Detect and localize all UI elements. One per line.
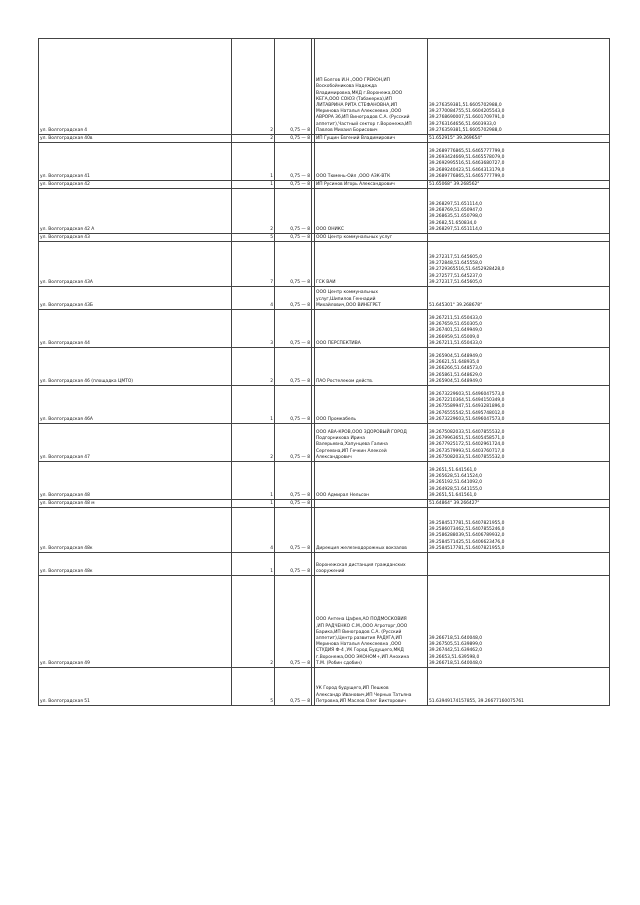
container-volume-cell: 0,75 — 8 [275, 348, 312, 386]
coordinate-line: 39.268769,51.650947,0 [429, 208, 483, 214]
organization-line: ООО Промкабель [316, 416, 356, 422]
coordinate-line: 39.267442,51.639462,0 [429, 648, 483, 654]
container-volume-cell: 0,75 — 8 [275, 39, 312, 135]
address-cell: ул. Волгоградская 42 [39, 181, 232, 189]
address-table-body [39, 39, 610, 706]
organization-line: аппетит),Центр развития РАДУГА,ИП [316, 635, 403, 641]
coordinate-line: 39.2584517781,51.6407821955,0 [429, 545, 505, 551]
container-volume-cell: 0,75 — 8 [275, 189, 312, 234]
container-count-cell: 7 [232, 242, 275, 287]
organization-line: ГСК ВАИ [316, 279, 336, 285]
coordinate-line: 39.268297,51.651114,0 [429, 226, 483, 232]
organization-line: Александр Иванович,ИП Черных Татьяна [316, 692, 412, 698]
coordinate-line: 39.2763164656,51.6603933,0 [429, 121, 497, 127]
organization-line: ИП Болгов И.Н.,ООО ГРЕКОН,ИП [316, 78, 390, 84]
organization-line: Дирекция железнодорожных вокзалов [316, 545, 407, 551]
container-volume-cell: 0,75 — 8 [275, 135, 312, 143]
organization-line: ООО АВА-КРОВ,ООО ЗДОРОВЫЙ ГОРОД [316, 429, 407, 435]
coordinate-line: 39.272848,51.645558,0 [429, 261, 483, 267]
coordinate-line: 39.2675082033,51.6407855532,0 [429, 429, 505, 435]
coordinate-line: 39.2586073462,51.6407855246,0 [429, 527, 505, 533]
address-cell: ул. Волгоградская 46 (площадка ЦМТО) [39, 348, 232, 386]
address-cell: ул. Волгоградская 48к [39, 508, 232, 553]
table-row [39, 135, 610, 143]
coordinate-line: 39.265628,51.641524,0 [429, 474, 483, 480]
organization-line: Михайлович,ООО ВИНЕГРЕТ [316, 302, 381, 308]
coordinate-line: 39.2651,51.641561,0 [429, 467, 477, 473]
organizations-cell [315, 181, 428, 189]
organizations-cell [315, 287, 428, 310]
coordinate-line: 39.2675589947,51.6493281896,0 [429, 404, 505, 410]
coordinate-line: 39.266718,51.640048,0 [429, 635, 483, 641]
organization-line: Валерьевна,Хапунцева Галина [316, 442, 388, 448]
coordinate-line: 39.268635,51.650798,0 [429, 214, 483, 220]
organizations-cell [315, 348, 428, 386]
organization-line: ООО ОНИКС [316, 226, 344, 232]
organizations-cell [315, 189, 428, 234]
table-row [39, 386, 610, 424]
organization-line: сооружений [316, 568, 345, 574]
coordinates-cell [428, 576, 610, 668]
coordinates-cell [428, 181, 610, 189]
table-row [39, 234, 610, 242]
organization-line: Александрович [316, 454, 352, 460]
organization-line: Воскобойникова Надежда [316, 84, 377, 90]
organization-line: Воронежская дистанция гражданских [316, 562, 406, 568]
coordinate-line: 39.265904,51.648949,0 [429, 378, 483, 384]
coordinates-cell [428, 39, 610, 135]
organization-line: Барика,ИП Виноградов С.А. (Русский [316, 629, 402, 635]
organization-line: Меринова Наталья Алексеевна ,ООО [316, 642, 402, 648]
coordinate-line: 39.2689776865,51.6465777799,0 [429, 148, 505, 154]
address-cell: ул. Волгоградская 43А [39, 242, 232, 287]
table-row [39, 189, 610, 234]
coordinates-cell [428, 500, 610, 508]
coordinate-line: 39.266718,51.640048,0 [429, 660, 483, 666]
organization-line: СТУДИЯ Ф-4 ,УК Город Будущего,МКД [316, 648, 404, 654]
table-row [39, 500, 610, 508]
coordinate-line: 39.276359381,51.6605702988,0 [429, 127, 502, 133]
organization-line: ООО Адмирал Нельсон [316, 492, 370, 498]
container-count-cell: 1 [232, 553, 275, 576]
address-cell: ул. Волгоградская 47 [39, 424, 232, 462]
coordinate-line: 39.2693424669,51.6465578079,0 [429, 155, 505, 161]
coordinate-line: 39.26621,51.648935,0 [429, 360, 480, 366]
coordinate-line: 39.2651,51.641561,0 [429, 492, 477, 498]
organization-line: Т.М. (Робин сдобин) [316, 660, 362, 666]
table-row [39, 462, 610, 500]
coordinate-line: 51.652915° 39.269654° [429, 135, 483, 141]
address-cell: ул. Волгоградская 43Б [39, 287, 232, 310]
organization-line: ООО ПЕРСПЕКТИВА [316, 340, 361, 346]
address-cell: ул. Волгоградская 49 [39, 576, 232, 668]
table-row [39, 668, 610, 706]
address-cell: ул. Волгоградская 51 [39, 668, 232, 706]
coordinates-cell [428, 668, 610, 706]
organizations-cell [315, 386, 428, 424]
organization-line: ЛИТАВРИНА РИТА СТЕФАНОВНА,ИП [316, 102, 398, 108]
coordinate-line: 51.64864° 39.266427° [429, 500, 480, 506]
organization-line: ООО Центр коммунальных услуг [316, 234, 393, 240]
organization-line: Павлов Михаил Борисович [316, 127, 378, 133]
address-cell: ул. Волгоградская 48 м [39, 500, 232, 508]
coordinate-line: 39.267659,51.650305,0 [429, 322, 483, 328]
address-cell: ул. Волгоградская 44 [39, 310, 232, 348]
coordinate-line: 39.2673579993,51.6403760717,0 [429, 448, 505, 454]
organizations-cell [315, 462, 428, 500]
coordinates-cell [428, 234, 610, 242]
container-count-cell: 5 [232, 668, 275, 706]
coordinates-cell [428, 553, 610, 576]
organizations-cell [315, 553, 428, 576]
organization-line: услуг,Шипилов Геннадий [316, 296, 376, 302]
coordinate-line: 39.268297,51.651114,0 [429, 201, 483, 207]
coordinate-line: 39.272577,51.645237,0 [429, 273, 483, 279]
organization-line: ООО Антена Цафея,АО ПОДМОСКОВИЯ [316, 617, 407, 623]
organization-line: ПАО Ростелеком действ. [316, 378, 374, 384]
coordinate-line: 39.276359381,51.6605702988,0 [429, 102, 502, 108]
container-count-cell: 2 [232, 576, 275, 668]
address-cell: ул. Волгоградская 4 [39, 39, 232, 135]
coordinate-line: 39.2584571425,51.6406623476,0 [429, 539, 505, 545]
organization-line: Сергеевна,ИП Гечкин Алексей [316, 448, 387, 454]
container-volume-cell: 0,75 — 8 [275, 287, 312, 310]
container-count-cell: 2 [232, 39, 275, 135]
organizations-cell [315, 135, 428, 143]
document-page [38, 38, 610, 706]
table-row [39, 242, 610, 287]
coordinate-line: 39.2689240423,51.6464313179,0 [429, 167, 505, 173]
container-volume-cell: 0,75 — 8 [275, 500, 312, 508]
coordinate-line: 39.2682,51.650834,0 [429, 220, 477, 226]
container-count-cell: 5 [232, 234, 275, 242]
organization-line: АВРОРА 36,ИП Виноградов С.А. (Русский [316, 115, 410, 121]
coordinates-cell [428, 143, 610, 181]
coordinate-line: 39.2770084755,51.6604205543,0 [429, 109, 505, 115]
coordinates-cell [428, 242, 610, 287]
organization-line: ООО Центр коммунальных [316, 290, 378, 296]
container-volume-cell: 0,75 — 8 [275, 234, 312, 242]
table-row [39, 143, 610, 181]
organizations-cell [315, 576, 428, 668]
coordinate-line: 51.63949174157855, 39.26677160075761 [429, 698, 524, 704]
container-volume-cell: 0,75 — 8 [275, 242, 312, 287]
organization-line: ООО Тюмень-Ойл ,ООО АЗК-ВТК [316, 173, 391, 179]
table-row [39, 576, 610, 668]
container-count-cell: 3 [232, 310, 275, 348]
table-row [39, 287, 610, 310]
container-volume-cell: 0,75 — 8 [275, 462, 312, 500]
table-row [39, 508, 610, 553]
container-count-cell: 1 [232, 143, 275, 181]
coordinate-line: 39.272317,51.645605,0 [429, 254, 483, 260]
coordinate-line: 39.267211,51.650433,0 [429, 340, 483, 346]
container-count-cell: 1 [232, 500, 275, 508]
organization-line: ИП Гущин Евгений Владимирович [316, 135, 395, 141]
coordinate-line: 39.2673229603,51.6496047573,0 [429, 391, 505, 397]
organization-line: аппетит),Частный сектор г.Воронежа,ИП [316, 121, 412, 127]
coordinate-line: 39.2768690007,51.6601709791,0 [429, 115, 505, 121]
coordinate-line: 39.2584517781,51.6407821955,0 [429, 520, 505, 526]
organization-line: УК Город будущего,ИП Пешков [316, 686, 389, 692]
container-count-cell: 2 [232, 348, 275, 386]
container-count-cell: 1 [232, 462, 275, 500]
coordinate-line: 39.2673229603,51.6496047573,0 [429, 416, 505, 422]
organization-line: Владимировна,МКД г.Воронежа,ООО [316, 90, 403, 96]
container-count-cell: 4 [232, 508, 275, 553]
coordinate-line: 39.265904,51.648949,0 [429, 353, 483, 359]
address-cell: ул. Волгоградская 48к [39, 553, 232, 576]
container-volume-cell: 0,75 — 8 [275, 143, 312, 181]
organizations-cell [315, 310, 428, 348]
coordinate-line: 51.645301° 39.268678° [429, 302, 483, 308]
table-row [39, 348, 610, 386]
address-cell: ул. Волгоградская 42 А [39, 189, 232, 234]
coordinate-line: 39.2729365516,51.6452928428,0 [429, 267, 505, 273]
coordinate-line: 39.2677925172,51.6402961724,0 [429, 442, 505, 448]
organization-line: КЕГА,ООО СОЮЗ (Табакерка),ИП [316, 96, 392, 102]
table-row [39, 553, 610, 576]
coordinate-line: 51.65068° 39.268562° [429, 181, 480, 187]
container-volume-cell: 0,75 — 8 [275, 508, 312, 553]
coordinate-line: 39.266959,51.65009,0 [429, 334, 480, 340]
organizations-cell [315, 668, 428, 706]
table-row [39, 310, 610, 348]
container-volume-cell: 0,75 — 8 [275, 576, 312, 668]
coordinate-line: 39.2676555542,51.6495748012,0 [429, 410, 505, 416]
organization-line: ,ИП РАДЧЕНКО С.М.,ООО Агроторг,ООО [316, 623, 408, 629]
container-volume-cell: 0,75 — 8 [275, 553, 312, 576]
container-count-cell: 2 [232, 424, 275, 462]
organizations-cell [315, 143, 428, 181]
coordinate-line: 39.264928,51.641155,0 [429, 486, 483, 492]
container-volume-cell: 0,75 — 8 [275, 668, 312, 706]
coordinate-line: 39.2689776865,51.6465777799,0 [429, 173, 505, 179]
coordinate-line: 39.2586288039,51.6406789932,0 [429, 533, 505, 539]
table-row [39, 181, 610, 189]
organizations-cell [315, 508, 428, 553]
container-volume-cell: 0,75 — 8 [275, 181, 312, 189]
organizations-cell [315, 424, 428, 462]
coordinate-line: 39.266266,51.648573,0 [429, 366, 483, 372]
coordinate-line: 39.2679963651,51.6405458571,0 [429, 436, 505, 442]
organization-line: Подгорнихова Ирина [316, 436, 365, 442]
coordinate-line: 39.2675082033,51.6407855532,0 [429, 454, 505, 460]
address-cell: ул. Волгоградская 41 [39, 143, 232, 181]
organization-line: Меринова Наталья Алексеевна ,ООО [316, 109, 402, 115]
organizations-cell [315, 500, 428, 508]
address-cell: ул. Волгоградская 43 [39, 234, 232, 242]
container-count-cell: 4 [232, 287, 275, 310]
coordinates-cell [428, 287, 610, 310]
coordinates-cell [428, 135, 610, 143]
address-table [38, 38, 610, 706]
container-count-cell: 1 [232, 181, 275, 189]
container-count-cell: 1 [232, 386, 275, 424]
organization-line: Петровна,ИП Маслов Олег Викторович [316, 698, 406, 704]
coordinate-line: 39.265192,51.641092,0 [429, 480, 483, 486]
container-volume-cell: 0,75 — 8 [275, 386, 312, 424]
coordinates-cell [428, 424, 610, 462]
address-cell: ул. Волгоградская 40в [39, 135, 232, 143]
organizations-cell [315, 242, 428, 287]
container-volume-cell: 0,75 — 8 [275, 424, 312, 462]
address-cell: ул. Волгоградская 46А [39, 386, 232, 424]
coordinates-cell [428, 310, 610, 348]
coordinate-line: 39.2692995516,51.6463680727,0 [429, 161, 505, 167]
table-row [39, 39, 610, 135]
coordinates-cell [428, 462, 610, 500]
coordinate-line: 39.272317,51.645605,0 [429, 279, 483, 285]
table-row [39, 424, 610, 462]
container-volume-cell: 0,75 — 8 [275, 310, 312, 348]
coordinate-line: 39.267211,51.650433,0 [429, 315, 483, 321]
coordinates-cell [428, 189, 610, 234]
coordinate-line: 39.265861,51.648629,0 [429, 372, 483, 378]
container-count-cell: 2 [232, 135, 275, 143]
organizations-cell [315, 39, 428, 135]
coordinate-line: 39.26653,51.639598,0 [429, 654, 480, 660]
coordinate-line: 39.267401,51.649949,0 [429, 328, 483, 334]
organization-line: ИП Русинов Игорь Александрович [316, 181, 395, 187]
container-count-cell: 2 [232, 189, 275, 234]
coordinates-cell [428, 348, 610, 386]
coordinates-cell [428, 508, 610, 553]
coordinate-line: 39.267505,51.639899,0 [429, 642, 483, 648]
organization-line: г.Воронежа,ООО ЭКОНОМ+,ИП Анохина [316, 654, 410, 660]
coordinates-cell [428, 386, 610, 424]
organizations-cell [315, 234, 428, 242]
coordinate-line: 39.2672210364,51.6494150349,0 [429, 398, 505, 404]
address-cell: ул. Волгоградская 48 [39, 462, 232, 500]
